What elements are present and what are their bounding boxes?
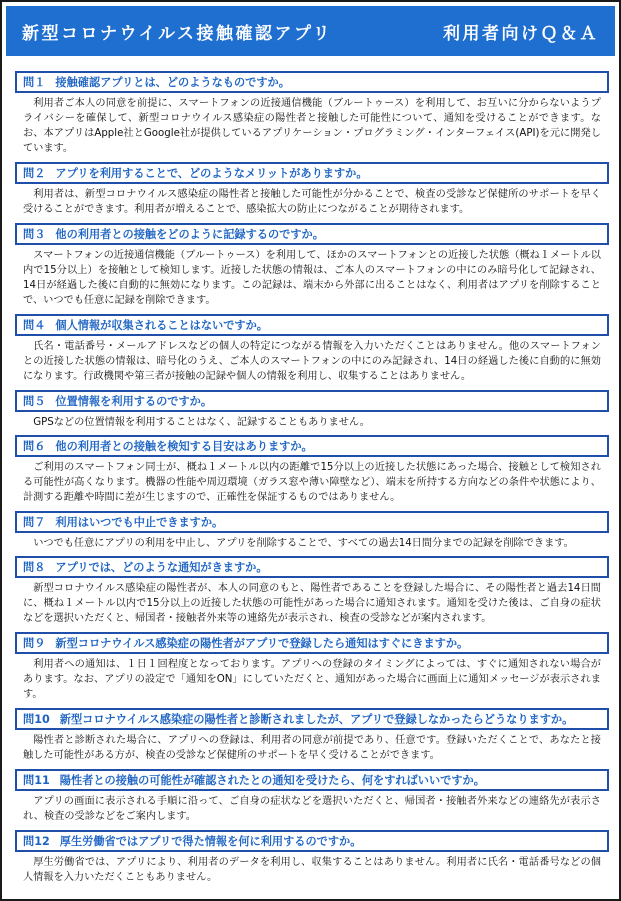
question-5 xyxy=(15,390,609,412)
question-number: 問11 xyxy=(23,774,50,787)
question-8 xyxy=(15,556,609,578)
question-6 xyxy=(15,435,609,457)
question-number: 問10 xyxy=(23,713,50,726)
answer-7: いつでも任意にアプリの利用を中止し、アプリを削除することで、すべての過去14日間分までの記録を削除できます。 xyxy=(33,538,574,549)
answer-6: ご利用のスマートフォン同士が、概ね１メートル以内の距離で15分以上の近接した状態にあった場合、接触として検知される可能性が高くなります。機器の性能や周辺環境（ガラス窓や薄い障壁など）、端末を所持する方向などの条件や状態により、計測する距離や時間に差が生じますので、正確性を保証するものではありません。 xyxy=(23,462,601,503)
question-number: 問１ xyxy=(23,76,46,89)
question-12 xyxy=(15,830,609,852)
question-text: 厚生労働省ではアプリで得た情報を何に利用するのですか。 xyxy=(59,835,362,848)
answer-1: 利用者ご本人の同意を前提に、スマートフォンの近接通信機能（ブルートゥース）を利用して、お互いに分からないようプライバシーを確保して、新型コロナウイルス感染症の陽性者と接触した可能性について、通知を受けることができます。なお、本アプリはApple社とGoogle社が提供しているアプリケーション・プログラミング・インターフェイス(API)を元に開発しています。 xyxy=(23,98,601,154)
page-title: 新型コロナウイルス接触確認アプリ xyxy=(22,23,333,44)
question-number: 問５ xyxy=(23,395,46,408)
answer-12: 厚生労働省では、アプリにより、利用者のデータを利用し、収集することはありません。利用者に氏名・電話番号などの個人情報を入力いただくこともありません。 xyxy=(23,857,601,883)
question-number: 問６ xyxy=(23,440,46,453)
answer-2: 利用者は、新型コロナウイルス感染症の陽性者と接触した可能性が分かることで、検査の受診など保健所のサポートを早く受けることができます。利用者が増えることで、感染拡大の防止につながることが期待されます。 xyxy=(23,189,601,215)
question-9 xyxy=(15,632,609,654)
page-subtitle: 利用者向けＱ＆Ａ xyxy=(443,23,599,44)
question-text: 他の利用者との接触をどのように記録するのですか。 xyxy=(55,228,324,241)
qa-list xyxy=(15,71,609,891)
question-number: 問３ xyxy=(23,228,46,241)
question-text: 接触確認アプリとは、どのようなものですか。 xyxy=(55,76,290,89)
question-2 xyxy=(15,162,609,184)
question-text: 個人情報が収集されることはないですか。 xyxy=(55,319,268,332)
answer-8: 新型コロナウイルス感染症の陽性者が、本人の同意のもと、陽性者であることを登録した場合に、その陽性者と過去14日間に、概ね１メートル以内で15分以上の近接した状態の可能性があった場合に通知されます。通知を受けた後は、ご自身の症状などを選択いただくと、帰国者・接触者外来等の連絡先が表示され、検査の受診などが案内されます。 xyxy=(23,583,601,624)
question-text: アプリでは、どのような通知がきますか。 xyxy=(55,561,268,574)
question-4 xyxy=(15,314,609,336)
question-text: 利用はいつでも中止できますか。 xyxy=(55,516,224,529)
answer-5: GPSなどの位置情報を利用することはなく、記録することもありません。 xyxy=(33,417,370,428)
question-number: 問８ xyxy=(23,561,46,574)
question-11 xyxy=(15,769,609,791)
question-text: 他の利用者との接触を検知する目安はありますか。 xyxy=(55,440,313,453)
question-text: 新型コロナウイルス感染症の陽性者がアプリで登録したら通知はすぐにきますか。 xyxy=(55,637,469,650)
question-text: 位置情報を利用するのですか。 xyxy=(55,395,213,408)
question-number: 問７ xyxy=(23,516,46,529)
question-1 xyxy=(15,71,609,93)
question-3 xyxy=(15,223,609,245)
question-number: 問９ xyxy=(23,637,46,650)
question-number: 問２ xyxy=(23,167,46,180)
page-header xyxy=(6,6,615,56)
question-text: 新型コロナウイルス感染症の陽性者と診断されましたが、アプリで登録しなかったらどうなりますか。 xyxy=(59,713,574,726)
answer-4: 氏名・電話番号・メールアドレスなどの個人の特定につながる情報を入力いただくことはありません。他のスマートフォンとの近接した状態の情報は、暗号化のうえ、ご本人のスマートフォンの中にのみ記録され、14日の経過した後に自動的に無効になります。行政機関や第三者が接触の記録や個人の情報を利用し、収集することはありません。 xyxy=(23,341,601,382)
question-text: 陽性者との接触の可能性が確認されたとの通知を受けたら、何をすればいいですか。 xyxy=(59,774,485,787)
answer-10: 陽性者と診断された場合に、アプリへの登録は、利用者の同意が前提であり、任意です。登録いただくことで、あなたと接触した可能性がある方が、検査の受診など保健所のサポートを早く受けることができます。 xyxy=(23,735,601,761)
question-10 xyxy=(15,708,609,730)
question-7 xyxy=(15,511,609,533)
answer-3: スマートフォンの近接通信機能（ブルートゥース）を利用して、ほかのスマートフォンとの近接した状態（概ね１メートル以内で15分以上）を接触として検知します。近接した状態の情報は、ご本人のスマートフォンの中にのみ暗号化して記録され、14日が経過した後に自動的に無効になります。この記録は、端末から外部に出ることはなく、利用者はアプリを削除することで、いつでも任意に記録を削除できます。 xyxy=(23,250,601,306)
question-number: 問12 xyxy=(23,835,50,848)
question-text: アプリを利用することで、どのようなメリットがありますか。 xyxy=(55,167,368,180)
answer-9: 利用者への通知は、１日１回程度となっております。アプリへの登録のタイミングによっては、すぐに通知されない場合があります。なお、アプリの設定で「通知をON」にしていただくと、通知があった場合に画面上に通知メッセージが表示されます。 xyxy=(23,659,601,700)
answer-11: アプリの画面に表示される手順に沿って、ご自身の症状などを選択いただくと、帰国者・接触者外来などの連絡先が表示され、検査の受診などをご案内します。 xyxy=(23,796,601,822)
question-number: 問４ xyxy=(23,319,46,332)
